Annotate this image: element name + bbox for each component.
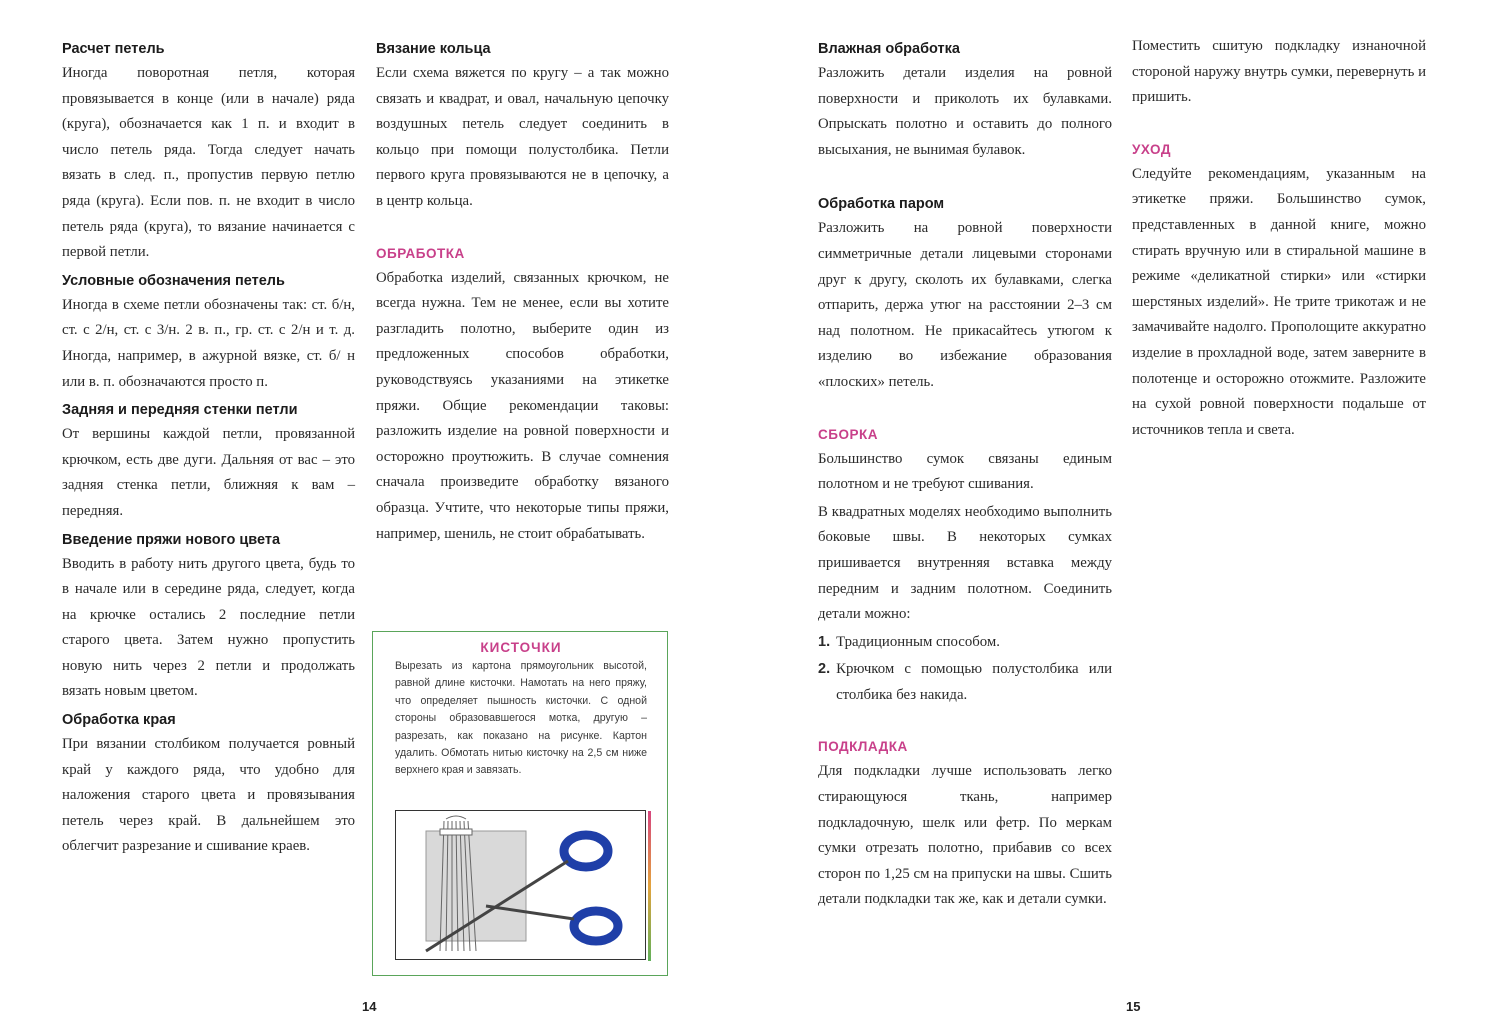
paragraph: От вершины каждой петли, провязанной крючком, есть две дуги. Дальняя от вас – это задняя стенка петли, ближняя к вам – передняя. xyxy=(62,426,355,519)
spacer xyxy=(376,217,669,241)
paragraph: Иногда в схеме петли обозначены так: ст. б/н, ст. с 2/н, ст. с 3/н. 2 в. п., гр. ст. с 2/н и т. д. Иногда, например, в ажурной вязке, ст. б/ н или в. п. обозначаются просто п. xyxy=(62,296,355,390)
color-bar xyxy=(648,811,651,961)
left-column-2 xyxy=(376,34,669,549)
spacer xyxy=(1132,113,1426,137)
section-heading: Расчет петель xyxy=(62,41,165,57)
item-number: 1. xyxy=(818,633,831,650)
paragraph: Следуйте рекомендациям, указанным на этикетке пряжи. Большинство сумок, представленных в данной книге, можно стирать вручную или в стиральной машине в режиме «деликатной стирки» или «стирки шерстяных изделий». Не трите трикотаж и не замачивайте надолго. Прополощите аккуратно изделие в прохладной воде, затем заверните в полотенце и осторожно отожмите. Разложите на сухой ровной поверхности подальше от источников тепла и света. xyxy=(1132,165,1426,438)
right-column-2 xyxy=(1132,34,1426,445)
item-text: Крючком с помощью полустолбика или столбика без накида. xyxy=(836,661,1112,703)
item-text: Традиционным способом. xyxy=(836,633,1000,650)
paragraph: Разложить детали изделия на ровной поверхности и приколоть их булавками. Опрыскать полотно и оставить до полного высыхания, не вынимая булавок. xyxy=(818,65,1112,158)
paragraph: Поместить сшитую подкладку изнаночной стороной наружу внутрь сумки, перевернуть и пришить. xyxy=(1132,38,1426,106)
numbered-item xyxy=(818,630,1112,658)
paragraph: Если схема вяжется по кругу – а так можно связать и квадрат, и овал, начальную цепочку воздушных петель следует соединить в кольцо при помощи полустолбика. Петли первого круга провязываются не в цепочку, а в центр кольца. xyxy=(376,65,669,209)
paragraph: Для подкладки лучше использовать легко стирающуюся ткань, например подкладочную, шелк или фетр. По меркам сумки отрезать полотно, прибавив со всех сторон по 1,25 см на припуски на швы. Сшить детали подкладки так же, как и детали сумки. xyxy=(818,763,1112,908)
left-column-1 xyxy=(62,34,355,862)
page-number-right: 15 xyxy=(1126,999,1141,1014)
section-heading: Введение пряжи нового цвета xyxy=(62,531,281,548)
paragraph: Иногда поворотная петля, которая провязывается в конце (или в начале) ряда (круга), обозначается как 1 п. и входит в число петель ряда. Тогда следует начать вязать в след. п., пропустив первую петлю ряда (круга). Если пов. п. не входит в число петель ряда (круга), то вязание начинается с первой петли. xyxy=(62,65,355,261)
spacer xyxy=(818,398,1112,422)
spacer xyxy=(818,165,1112,189)
section-heading: СБОРКА xyxy=(818,426,878,442)
tassel-illustration xyxy=(395,810,646,960)
section-heading: Условные обозначения петель xyxy=(62,272,285,289)
section-heading: ПОДКЛАДКА xyxy=(818,739,908,755)
section-heading: Вязание кольца xyxy=(376,41,491,57)
paragraph: Большинство сумок связаны единым полотном и не требуют сшивания. xyxy=(818,450,1112,493)
scissors-icon xyxy=(564,835,618,941)
section-heading: ОБРАБОТКА xyxy=(376,245,465,261)
scissors-tassel-drawing xyxy=(396,811,644,958)
numbered-item xyxy=(818,657,1112,710)
tassel-box-title: КИСТОЧКИ xyxy=(480,640,562,655)
tassel-box-text: Вырезать из картона прямоугольник высотой, равной длине кисточки. Намотать на него пряжу, что определяет пышность кисточки. С одной стороны образовавшегося мотка, другую – разрезать, как показано на рисунке. Картон удалить. Обмотать нитью кисточку на 2,5 см ниже верхнего края и завязать. xyxy=(395,660,647,777)
tassel-info-box xyxy=(372,631,668,976)
section-heading: УХОД xyxy=(1132,141,1171,157)
spacer xyxy=(818,710,1112,734)
section-heading: Обработка края xyxy=(62,712,176,729)
section-heading: Влажная обработка xyxy=(818,41,960,57)
paragraph: В квадратных моделях необходимо выполнить боковые швы. В некоторых сумках пришивается внутренняя вставка между передним и задним полотном. Соединить детали можно: xyxy=(818,503,1112,623)
paragraph: При вязании столбиком получается ровный край у каждого ряда, что удобно для наложения старого цвета и провязывания петель через край. В дальнейшем это облегчит разрезание и сшивание краев. xyxy=(62,736,355,855)
item-number: 2. xyxy=(818,661,831,678)
paragraph: Разложить на ровной поверхности симметричные детали лицевыми сторонами друг к другу, сколоть их булавками, слегка отпарить, держа утюг на расстоянии 2–3 см над полотном. Не прикасайтесь утюгом к изделию во избежание образования «плоских» петель. xyxy=(818,220,1112,390)
right-column-1 xyxy=(818,34,1112,915)
section-heading: Обработка паром xyxy=(818,196,945,213)
paragraph: Обработка изделий, связанных крючком, не всегда нужна. Тем не менее, если вы хотите разгладить полотно, выберите один из предложенных способов обработки, руководствуясь указаниями на этикетке пряжи. Общие рекомендации таковы: разложить изделие на ровной поверхности и осторожно проутюжить. В случае сомнения сначала произведите обработку вязаного образца. Учтите, что некоторые типы пряжи, например, шениль, не стоит обрабатывать. xyxy=(376,269,669,542)
paragraph: Вводить в работу нить другого цвета, будь то в начале или в середине ряда, следует, когда на крючке остались 2 последние петли старого цвета. Затем нужно пропустить новую нить через 2 петли и продолжать вязать новым цветом. xyxy=(62,555,355,700)
page-number-left: 14 xyxy=(362,999,377,1014)
section-heading: Задняя и передняя стенки петли xyxy=(62,402,298,419)
